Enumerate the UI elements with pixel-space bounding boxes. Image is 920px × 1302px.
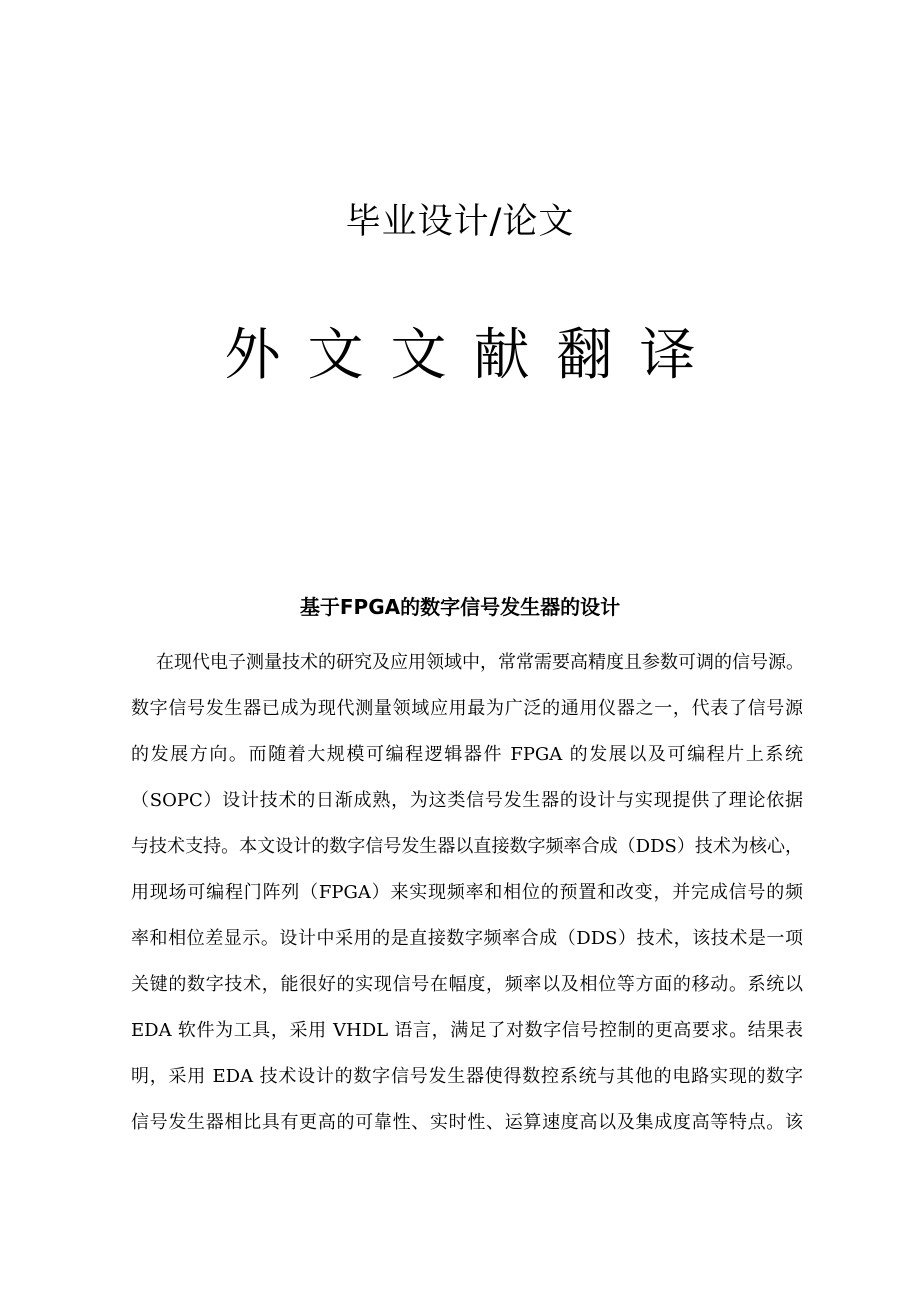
cover-title: 外文文献翻译 (224, 323, 723, 388)
body-line: 关键的数字技术，能很好的实现信号在幅度，频率以及相位等方面的移动。系统以 (131, 974, 803, 995)
body-line: 的发展方向。而随着大规模可编程逻辑器件 FPGA 的发展以及可编程片上系统 (131, 744, 803, 765)
article-title: 基于FPGA的数字信号发生器的设计 (299, 595, 621, 619)
body-line: 用现场可编程门阵列（FPGA）来实现频率和相位的预置和改变，并完成信号的频 (131, 882, 803, 903)
body-line: 与技术支持。本文设计的数字信号发生器以直接数字频率合成（DDS）技术为核心， (131, 836, 803, 857)
cover-heading: 毕业设计/论文 (345, 202, 575, 242)
body-line: 信号发生器相比具有更高的可靠性、实时性、运算速度高以及集成度高等特点。该 (131, 1112, 803, 1133)
body-line: 数字信号发生器已成为现代测量领域应用最为广泛的通用仪器之一，代表了信号源 (131, 698, 803, 719)
body-line: （SOPC）设计技术的日渐成熟，为这类信号发生器的设计与实现提供了理论依据 (131, 790, 803, 811)
body-line: 在现代电子测量技术的研究及应用领域中，常常需要高精度且参数可调的信号源。 (156, 652, 804, 673)
article-body (131, 648, 803, 1154)
body-line: EDA 软件为工具，采用 VHDL 语言，满足了对数字信号控制的更高要求。结果表 (131, 1020, 803, 1041)
body-line: 率和相位差显示。设计中采用的是直接数字频率合成（DDS）技术，该技术是一项 (131, 928, 803, 949)
body-line: 明，采用 EDA 技术设计的数字信号发生器使得数控系统与其他的电路实现的数字 (131, 1066, 803, 1087)
